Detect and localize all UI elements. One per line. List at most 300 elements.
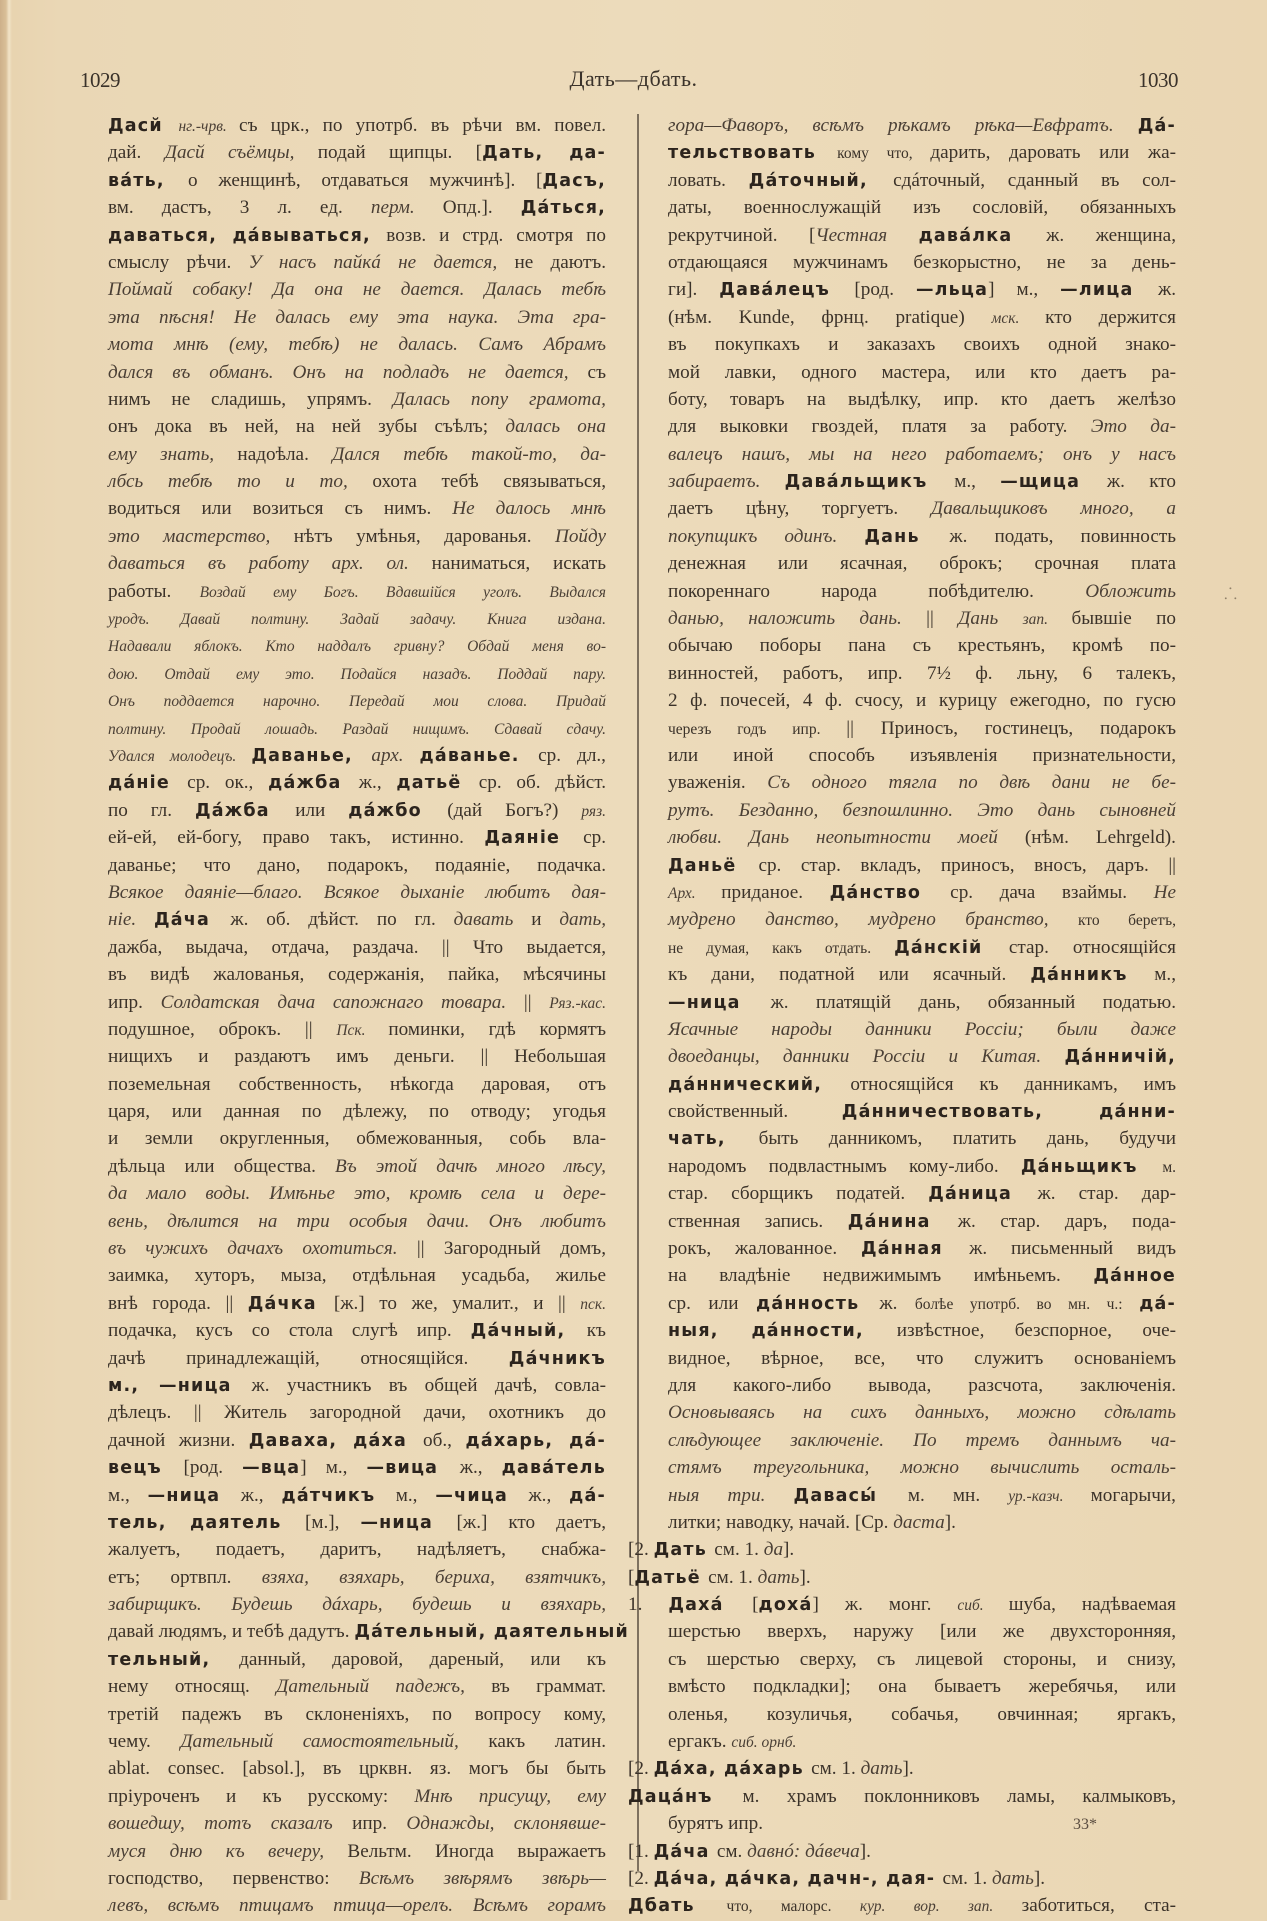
- definition-text: ж. кто: [1106, 471, 1176, 493]
- definition-text: ] м.,: [988, 279, 1061, 301]
- definition-text: болѣе употрб. во мн. ч.:: [914, 1295, 1140, 1313]
- definition-text: ср. или: [668, 1292, 757, 1314]
- example-text: Не: [1153, 881, 1176, 903]
- definition-text: ж.,: [528, 1484, 570, 1506]
- definition-text: обычаю поборы пана съ крестьянъ, кромѣ по-: [668, 635, 1176, 657]
- example-text: забираетъ.: [668, 471, 785, 493]
- headword: давáлка: [918, 225, 1047, 246]
- text-line: [108, 1043, 606, 1070]
- text-line: [108, 495, 606, 522]
- text-line: [668, 797, 1176, 824]
- text-line: [668, 742, 1176, 769]
- example-text: Всѣмъ звѣрямъ звѣрь—: [358, 1868, 606, 1889]
- definition-text: съ: [587, 361, 606, 383]
- text-line: [108, 1536, 606, 1563]
- text-line: [108, 1262, 606, 1289]
- definition-text: нѣтъ умѣнья, дарованья.: [293, 525, 555, 547]
- definition-text: отдающаяся мужчинамъ безкорыстно, не за день-: [668, 251, 1176, 273]
- text-line: [108, 1591, 606, 1618]
- text-line: [668, 1618, 1176, 1645]
- text-line: [668, 961, 1176, 988]
- headword: Даванье,: [251, 745, 372, 766]
- example-text: ныя три.: [668, 1484, 794, 1506]
- definition-text: дажба, выдача, отдача, раздача. || Что выдается,: [108, 936, 606, 958]
- signature-mark: 33*: [1073, 1816, 1097, 1833]
- example-text: арх.: [371, 744, 420, 766]
- text-line: [108, 1728, 606, 1755]
- example-text: стямъ треугольника, можно вычислить осталь-: [668, 1457, 1176, 1479]
- text-line: [628, 1865, 1176, 1892]
- definition-text: ср.: [583, 827, 606, 849]
- definition-text: охота тебѣ связываться,: [372, 471, 606, 493]
- definition-text: даты, военнослужащій изъ сословій, обязанныхъ: [668, 197, 1176, 219]
- definition-text: народомъ подвластнымъ кому-либо.: [668, 1155, 1021, 1177]
- headword: Дáчникъ: [508, 1348, 606, 1369]
- text-line: [668, 139, 1176, 166]
- definition-text: денежная или ясачная, оброкъ; срочная плата: [668, 553, 1176, 575]
- text-line: [108, 1838, 606, 1865]
- text-line: [108, 1098, 606, 1125]
- definition-text: ж.: [879, 1292, 915, 1314]
- example-text: Однажды, склонявше-: [406, 1813, 606, 1835]
- example-text: дать,: [559, 909, 606, 931]
- definition-text: [м.],: [304, 1511, 361, 1533]
- headword: дáніе: [108, 773, 188, 794]
- example-text: Обложить: [1085, 580, 1176, 602]
- text-line: [668, 687, 1176, 714]
- definition-text: быть данникомъ, платить дань, будучи: [758, 1128, 1176, 1150]
- headword: датьё: [396, 773, 479, 794]
- definition-text: || Приносъ, гостинецъ, подарокъ: [846, 717, 1176, 739]
- example-text: сиб.: [957, 1597, 1009, 1615]
- headword: —чица: [435, 1485, 529, 1506]
- example-text: слѣдующее заключеніе. По тремъ даннымъ ча-: [668, 1429, 1176, 1451]
- text-line: [108, 1372, 606, 1399]
- definition-text: ипр.: [352, 1813, 407, 1835]
- example-text: Ясачные народы данники Россіи; были даже: [668, 1018, 1176, 1040]
- definition-text: вмѣсто подкладки]; она бываетъ жеребячья, или: [668, 1676, 1176, 1698]
- headword: Дáнничествовать, дáнни-: [841, 1102, 1177, 1123]
- definition-text: бывшіе по: [1071, 608, 1176, 630]
- definition-text: онъ дока въ ней, на ней зубы съѣлъ;: [108, 416, 506, 438]
- text-line: [108, 1892, 606, 1919]
- definition-text: покореннаго народа побѣдителю.: [668, 580, 1086, 602]
- text-line: [108, 1399, 606, 1426]
- headword: —щица: [1000, 472, 1107, 493]
- definition-text: ср. об. дѣйст.: [478, 772, 607, 794]
- headword: —вица: [366, 1458, 460, 1479]
- headword: Дáча: [653, 1841, 717, 1862]
- headword: дáжба: [268, 773, 359, 794]
- text-line: [668, 1646, 1176, 1673]
- headword: Дать: [653, 1540, 715, 1561]
- example-text: лбсь тебѣ то и то,: [108, 471, 373, 493]
- text-line: [108, 1153, 606, 1180]
- example-text: уродъ. Давай полтину. Задай задачу. Книга издана.: [108, 611, 606, 629]
- headword: Дáнина: [847, 1211, 958, 1232]
- definition-text: уваженія.: [668, 772, 768, 794]
- example-text: гора—Фаворъ, всѣмъ рѣкамъ рѣка—Евфратъ.: [668, 115, 1138, 136]
- definition-text: къ дани, податной или ясачный.: [668, 964, 1031, 986]
- text-line: [668, 1235, 1176, 1262]
- text-line: [668, 632, 1176, 659]
- headword: м., —ница: [108, 1375, 252, 1396]
- definition-text: ж. стар. даръ, пода-: [957, 1210, 1176, 1232]
- definition-text: даетъ цѣну, торгуетъ.: [668, 498, 931, 520]
- headword: Дáться,: [520, 198, 607, 219]
- text-line: [668, 852, 1176, 879]
- text-line: [668, 605, 1176, 632]
- headword: Дать, да-: [482, 143, 606, 164]
- definition-text: 2 ф. почесей, 4 ф. счосу, и курицу ежегодно, по гусю: [668, 690, 1176, 712]
- text-line: [108, 276, 606, 303]
- definition-text: о женщинѣ, отдаваться мужчинѣ]. [: [188, 169, 543, 191]
- text-line: [668, 1345, 1176, 1372]
- headword: Дань: [864, 526, 950, 547]
- definition-text: работы.: [108, 580, 200, 602]
- example-text: это мастерство,: [108, 525, 294, 547]
- text-line: [108, 194, 606, 221]
- text-line: [668, 1016, 1176, 1043]
- example-text: Съ одного тягла по двѣ дани не бе-: [767, 772, 1176, 794]
- definition-text: давай людямъ, и тебѣ дадутъ.: [108, 1621, 355, 1643]
- text-line: [108, 1345, 606, 1372]
- definition-text: царя, или данная по дѣлежу, по отводу; угодья: [108, 1101, 606, 1123]
- text-line: [108, 468, 606, 495]
- definition-text: ] м.,: [300, 1457, 367, 1479]
- headword: дáнность: [756, 1293, 880, 1314]
- definition-text: ж.,: [240, 1484, 282, 1506]
- text-line: [108, 578, 606, 605]
- page-number-right: 1030: [1138, 68, 1178, 92]
- definition-text: ж.: [1157, 279, 1176, 301]
- headword: Даваха, дáха: [248, 1430, 424, 1451]
- definition-text: нимъ не сладишь, упрямъ.: [108, 388, 393, 410]
- text-line: [108, 632, 606, 659]
- text-line: [668, 304, 1176, 331]
- text-line: [108, 1783, 606, 1810]
- definition-text: ablat. consec. [absol.], въ црквн. яз. могъ бы быть: [108, 1758, 606, 1780]
- example-text: взяха, взяхарь, бериха, взятчикъ,: [261, 1566, 606, 1588]
- text-line: [668, 1180, 1176, 1207]
- definition-text: м.,: [1154, 964, 1176, 986]
- definition-text: нему относящ.: [108, 1676, 277, 1698]
- running-head: Дать—дбать.: [569, 66, 698, 91]
- definition-text: ловать.: [668, 169, 749, 191]
- example-text: даста: [893, 1511, 945, 1533]
- definition-text: ||: [926, 608, 959, 630]
- definition-text: заботиться, ста-: [1021, 1895, 1176, 1917]
- headword: Дáчный,: [470, 1321, 587, 1342]
- definition-text: м.,: [954, 471, 1001, 493]
- text-line: [108, 934, 606, 961]
- definition-text: данный, даровой, дареный, или къ: [239, 1648, 606, 1670]
- definition-text: литки; наводку, начай. [Ср.: [668, 1511, 894, 1533]
- text-line: [668, 934, 1176, 961]
- definition-text: къ: [586, 1320, 606, 1342]
- text-line: [108, 523, 606, 550]
- example-text: дать: [991, 1868, 1034, 1889]
- text-line: [108, 1454, 606, 1481]
- definition-text: не даютъ.: [514, 251, 606, 273]
- text-line: [628, 1564, 1176, 1591]
- definition-text: на владѣніе недвижимымъ имѣньемъ.: [668, 1265, 1094, 1287]
- text-line: [108, 715, 606, 742]
- definition-text: какъ латин.: [488, 1731, 607, 1753]
- example-text: Онъ поддается нарочно. Передай мои слова. Придай: [108, 693, 606, 711]
- example-text: Всякое даяніе—благо. Всякое дыханіе любитъ дая-: [108, 881, 606, 903]
- headword: дáжбо: [348, 800, 448, 821]
- definition-text: кому что,: [837, 145, 931, 163]
- headword: —ница: [360, 1512, 457, 1533]
- definition-text: или: [295, 799, 349, 821]
- example-text: даваться въ работу арх. ол.: [108, 553, 432, 575]
- text-line: [108, 961, 606, 988]
- definition-text: вм. дастъ, 3 л. ед.: [108, 197, 371, 219]
- example-text: Давальщиковъ много, а: [930, 498, 1176, 520]
- text-line: [108, 331, 606, 358]
- definition-text: возв. и стрд. смотря по: [386, 224, 606, 246]
- example-text: мота мнѣ (ему, тебѣ) не далась. Самъ Абрамъ: [108, 334, 606, 356]
- text-line: [108, 1701, 606, 1728]
- definition-text: ж. письменный видъ: [969, 1238, 1176, 1260]
- example-text: Пск.: [336, 1021, 389, 1039]
- definition-text: дѣльца или общества.: [108, 1155, 336, 1177]
- definition-text: (нѣм. Kunde, фрнц. pratique): [668, 306, 992, 328]
- example-text: Дасй съёмцы,: [164, 142, 318, 164]
- definition-text: [2.: [628, 1539, 654, 1561]
- definition-text: ср. стар. вкладъ, приносъ, вносъ, даръ. ||: [758, 854, 1176, 876]
- example-text: У насъ пайкá не дается,: [248, 251, 515, 273]
- example-text: Честная: [815, 224, 919, 246]
- text-line: [668, 1399, 1176, 1426]
- definition-text: м.: [1162, 1158, 1176, 1176]
- definition-text: дѣлецъ. || Житель загородной дачи, охотникъ до: [108, 1402, 606, 1424]
- definition-text: подачка, кусъ со стола слугѣ ипр.: [108, 1320, 471, 1342]
- text-line: [108, 879, 606, 906]
- definition-text: ] ж. монг.: [812, 1594, 958, 1616]
- definition-text: и: [531, 909, 560, 931]
- definition-text: ж. подать, повинность: [949, 525, 1177, 547]
- definition-text: [ж.] кто даетъ,: [456, 1511, 607, 1533]
- text-line: [628, 1892, 1176, 1919]
- definition-text: [род.: [854, 279, 916, 301]
- headword: Датьё: [634, 1567, 709, 1588]
- definition-text: || Загородный домъ,: [416, 1238, 606, 1260]
- example-text: левъ, всѣмъ птицамъ птица—орелъ. Всѣмъ горамъ: [108, 1895, 606, 1917]
- definition-text: мой лавки, одного мастера, или кто даетъ ра-: [668, 361, 1176, 383]
- definition-text: пріуроченъ и къ русскому:: [108, 1785, 415, 1807]
- definition-text: поминки, гдѣ кормятъ: [388, 1018, 606, 1040]
- definition-text: даванье; что дано, подарокъ, подаяніе, подачка.: [108, 854, 606, 876]
- headword: ныя, дáнности,: [668, 1321, 897, 1342]
- example-text: Дательный самостоятельный,: [180, 1731, 489, 1753]
- text-line: [668, 331, 1176, 358]
- headword: Дáнство: [829, 882, 951, 903]
- definition-text: ергакъ.: [668, 1731, 732, 1753]
- example-text: давать: [453, 909, 532, 931]
- definition-text: 1.: [628, 1594, 669, 1616]
- headword: дáннический,: [668, 1074, 851, 1095]
- example-text: пск.: [580, 1295, 607, 1313]
- text-line: [108, 1618, 629, 1645]
- definition-text: для какого-либо вывода, разсчота, заключенія.: [668, 1374, 1176, 1396]
- definition-text: ср. дача взаймы.: [950, 881, 1154, 903]
- definition-text: третій падежъ въ склоненіяхъ, по вопросу кому,: [108, 1703, 606, 1725]
- example-text: покупщикъ одинъ.: [668, 525, 865, 547]
- text-line: [668, 194, 1176, 221]
- headword: Дáтельный, даятельный: [354, 1622, 629, 1643]
- headword: давáтель: [501, 1458, 606, 1479]
- example-text: ряз.: [581, 802, 606, 820]
- text-line: [668, 1427, 1176, 1454]
- headword: —ница: [147, 1485, 241, 1506]
- margin-mark: ⸫: [1224, 584, 1238, 603]
- definition-text: [2.: [628, 1758, 654, 1780]
- text-line: [668, 1262, 1176, 1289]
- text-line: [668, 715, 1176, 742]
- headword: вецъ: [108, 1458, 184, 1479]
- definition-text: етъ; ортвпл.: [108, 1566, 262, 1588]
- example-text: сиб. орнб.: [731, 1734, 797, 1752]
- headword: Дáнничій,: [1064, 1047, 1176, 1068]
- text-line: [628, 1783, 1176, 1810]
- headword: Дáча: [154, 910, 231, 931]
- example-text: Мнѣ присущу, ему: [414, 1785, 607, 1807]
- example-text: Это да-: [1090, 416, 1176, 438]
- example-text: полтину. Продай лошадь. Раздай нищимъ. Сдавай сдачу.: [108, 720, 606, 738]
- definition-text: стар. относящійся: [1008, 936, 1176, 958]
- definition-text: бурятъ ипр.: [668, 1813, 764, 1835]
- text-line: [668, 112, 1176, 139]
- text-line: [668, 413, 1176, 440]
- text-line: [108, 1509, 606, 1536]
- definition-text: шуба, надѣваемая: [1008, 1594, 1177, 1616]
- text-line: [108, 1755, 606, 1782]
- example-text: зап.: [1022, 611, 1072, 629]
- text-line: [108, 413, 606, 440]
- text-line: [108, 1071, 606, 1098]
- definition-text: въ видѣ жалованья, содержанія, пайка, мѣсячины: [108, 964, 606, 986]
- right-column: [628, 112, 1177, 1920]
- definition-text: дачѣ принадлежащій, относящійся.: [108, 1347, 509, 1369]
- example-text: въ чужихъ дачахъ охотиться.: [108, 1238, 417, 1260]
- definition-text: ].: [944, 1511, 956, 1533]
- definition-text: въ граммат.: [491, 1676, 606, 1698]
- definition-text: [ж.] то же, умалит., и ||: [333, 1292, 581, 1314]
- text-line: [668, 1071, 1176, 1098]
- definition-text: для выковки гвоздей, платя за работу.: [668, 416, 1091, 438]
- example-text: эта пѣсня! Не далась ему эта наука. Эта гра-: [108, 306, 606, 328]
- text-line: [668, 824, 1176, 851]
- headword: Дáнникъ: [1030, 965, 1155, 986]
- definition-text: сдáточный, сданный въ сол-: [893, 169, 1176, 191]
- example-text: муся дню къ вечеру,: [108, 1840, 348, 1862]
- text-line: [108, 112, 606, 139]
- text-line: [668, 1153, 1176, 1180]
- text-line: [668, 769, 1176, 796]
- headword: Дáточный,: [748, 170, 894, 191]
- example-text: нг.-чрв.: [178, 118, 240, 135]
- text-line: [108, 906, 606, 933]
- definition-text: что, малорс.: [726, 1898, 860, 1916]
- text-line: [108, 1317, 606, 1344]
- definition-text: ].: [783, 1539, 795, 1561]
- definition-text: могарычи,: [1090, 1484, 1176, 1506]
- definition-text: винностей, работъ, ипр. 7½ ф. льну, 6 талекъ,: [668, 662, 1176, 684]
- definition-text: рокъ, жалованное.: [668, 1238, 861, 1260]
- example-text: Далась попу грамота,: [392, 388, 606, 410]
- headword: дохá: [758, 1595, 813, 1616]
- example-text: дою. Отдай ему это. Подайся назадъ. Поддай пару.: [108, 665, 606, 683]
- definition-text: [2.: [628, 1868, 654, 1889]
- example-text: Ряз.-кас.: [549, 994, 606, 1012]
- headword: Дасй: [108, 116, 179, 136]
- example-text: Не далось мнѣ: [452, 498, 606, 520]
- definition-text: чему.: [108, 1731, 181, 1753]
- text-line: [668, 1043, 1176, 1070]
- definition-text: дачной жизни.: [108, 1429, 249, 1451]
- text-line: [668, 441, 1176, 468]
- text-line: [108, 441, 606, 468]
- headword: —лица: [1060, 280, 1158, 301]
- definition-text: жалуетъ, подаетъ, даритъ, надѣляетъ, снабжа-: [108, 1539, 606, 1561]
- definition-text: дарить, даровать или жа-: [930, 142, 1177, 164]
- definition-text: см.: [716, 1840, 748, 1862]
- text-line: [108, 1482, 606, 1509]
- definition-text: ].: [1033, 1868, 1046, 1889]
- definition-text: смыслу рѣчи.: [108, 251, 249, 273]
- definition-text: оленья, козуличья, собачья, овчинная; яргакъ,: [668, 1703, 1176, 1725]
- definition-text: см. 1.: [714, 1539, 764, 1561]
- definition-text: ипр.: [108, 991, 161, 1013]
- definition-text: наниматься, искать: [431, 553, 606, 575]
- text-line: [108, 769, 606, 796]
- text-line: [668, 550, 1176, 577]
- headword: Дасъ,: [542, 170, 606, 191]
- headword: Дбать: [628, 1896, 727, 1917]
- text-line: [628, 1536, 1176, 1563]
- example-text: вошедшу, тотъ сказалъ: [108, 1813, 353, 1835]
- headword: дá-: [1139, 1293, 1176, 1314]
- text-line: [108, 304, 606, 331]
- definition-text: [: [628, 1566, 635, 1588]
- definition-text: подушное, оброкъ. ||: [108, 1018, 337, 1040]
- headword: дáхарь, дá-: [465, 1430, 606, 1451]
- headword: Давáлецъ: [719, 280, 855, 301]
- example-text: далась она: [505, 416, 607, 438]
- text-line: [668, 1290, 1176, 1317]
- headword: Дáжба: [194, 800, 296, 821]
- text-line: [108, 605, 606, 632]
- headword: Дáчка: [247, 1293, 334, 1314]
- example-text: ніе.: [108, 909, 155, 931]
- text-line: [108, 386, 606, 413]
- text-line: [628, 1838, 1176, 1865]
- text-line: [108, 1016, 606, 1043]
- text-line: [668, 1810, 1176, 1837]
- text-line: [668, 1482, 1176, 1509]
- definition-text: стар. сборщикъ податей.: [668, 1183, 929, 1205]
- text-line: [108, 1564, 606, 1591]
- text-line: [108, 1180, 606, 1207]
- definition-text: ж. участникъ въ общей дачѣ, совла-: [251, 1374, 607, 1396]
- example-text: перм.: [370, 197, 443, 219]
- definition-text: ||: [523, 991, 550, 1013]
- definition-text: ж. стар. дар-: [1037, 1183, 1176, 1205]
- example-text: Поймай собаку! Да она не дается. Далась тебѣ: [108, 279, 606, 301]
- text-line: [108, 989, 606, 1016]
